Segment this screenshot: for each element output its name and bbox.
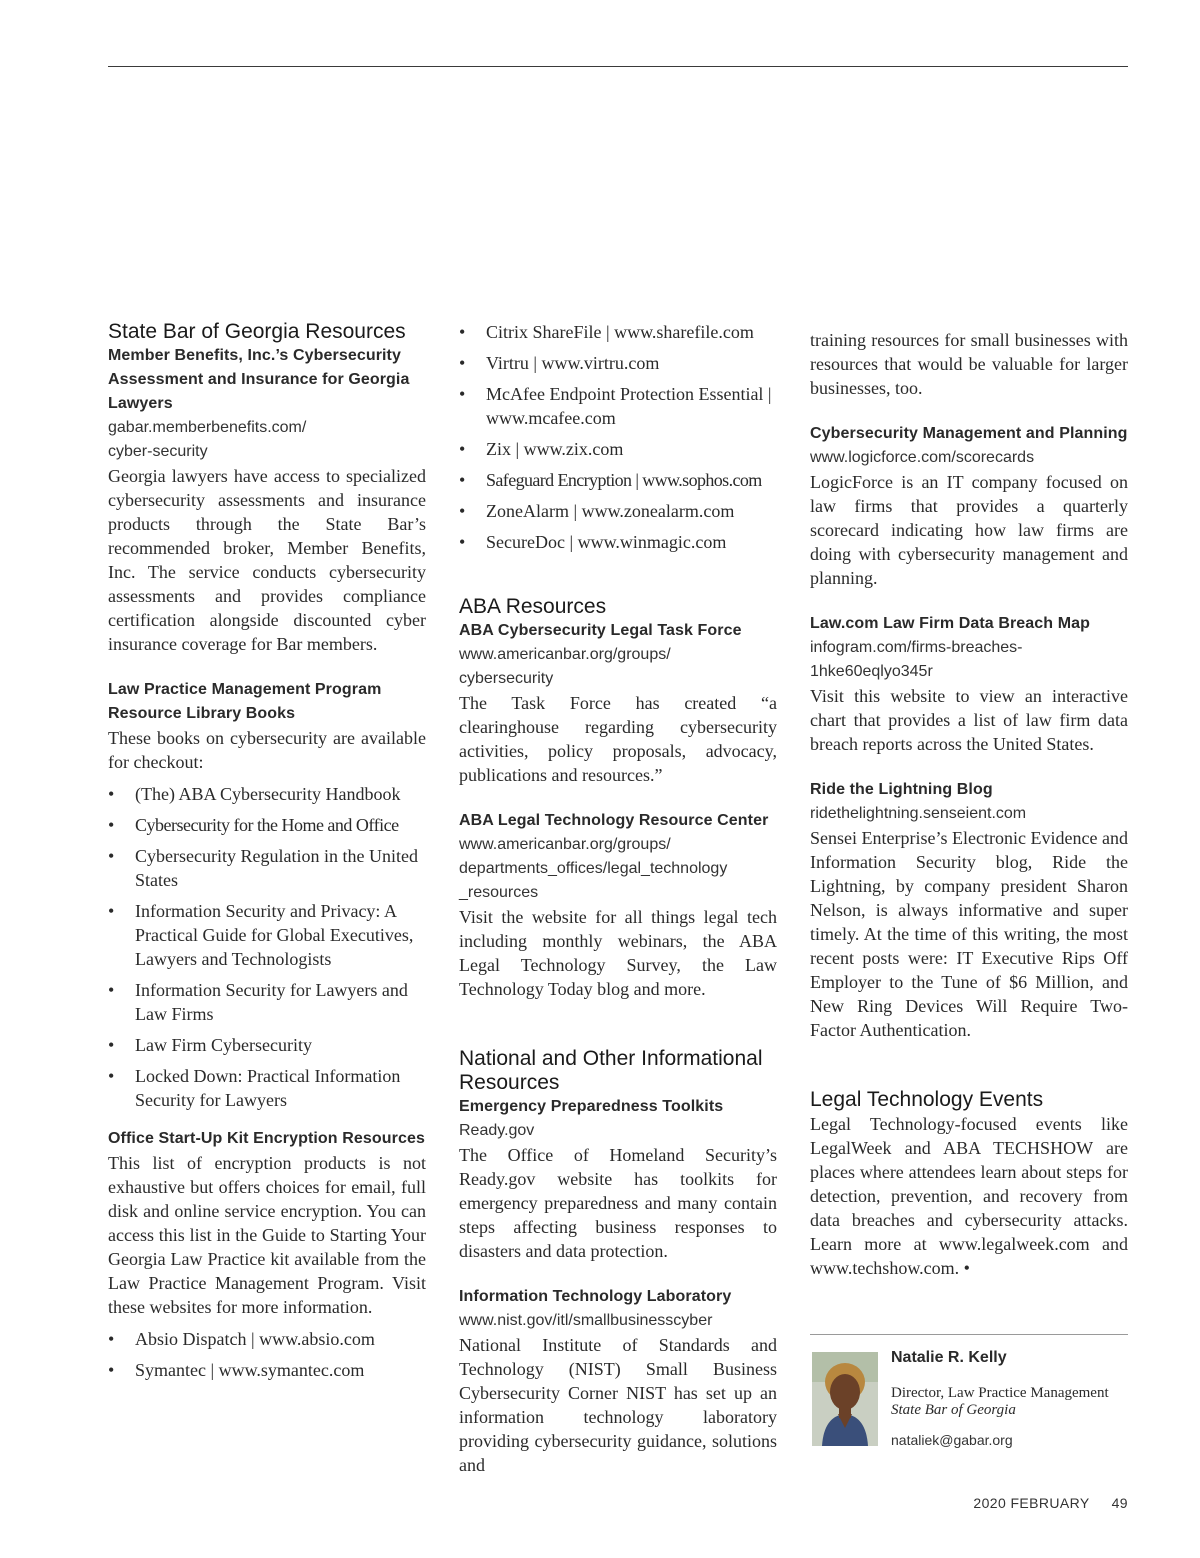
author-photo	[812, 1352, 878, 1446]
emergency-toolkits-url: Ready.gov	[459, 1122, 535, 1139]
encryption-item: • McAfee Endpoint Protection Essential | www.mcafee.com	[459, 382, 777, 430]
aba-ltrc-text: Visit the website for all things legal tech including monthly webinars, the ABA Legal Technology Survey, the Law Technology Today blog and more.	[459, 907, 777, 999]
member-benefits-url-line1: gabar.memberbenefits.com/	[108, 419, 307, 436]
itl-title: Information Technology Laboratory	[459, 1288, 732, 1305]
page-footer	[973, 1495, 1128, 1511]
aba-task-force-title: ABA Cybersecurity Legal Task Force	[459, 622, 742, 639]
member-benefits-text: Georgia lawyers have access to specialized cybersecurity assessments and insurance products through the State Bar’s recommended broker, Member Benefits, Inc. The service conducts cybersecurity assessments and provides compliance certification alongside discounted cyber insurance coverage for Bar members.	[108, 466, 426, 654]
aba-task-force-url-line1: www.americanbar.org/groups/	[459, 646, 671, 663]
encryption-item: • Virtru | www.virtru.com	[459, 351, 777, 375]
book-item: • Locked Down: Practical Information Security for Lawyers	[108, 1064, 426, 1112]
author-rule	[810, 1334, 1128, 1335]
encryption-item: • Symantec | www.symantec.com	[108, 1358, 426, 1382]
aba-ltrc-url-line1: www.americanbar.org/groups/	[459, 836, 671, 853]
book-item: • Law Firm Cybersecurity	[108, 1033, 426, 1057]
aba-task-force-url-line2: cybersecurity	[459, 670, 554, 687]
lpm-books-text: These books on cybersecurity are available for checkout:	[108, 728, 426, 772]
breach-map-url-line1: infogram.com/firms-breaches-	[810, 639, 1023, 656]
encryption-item: • Absio Dispatch | www.absio.com	[108, 1327, 426, 1351]
ride-lightning-text: Sensei Enterprise’s Electronic Evidence and Information Security blog, Ride the Lightning, by company president Sharon Nelson, is always informative and super timely. At the time of this writing, the most recent posts were: IT Executive Rips Off Employer to the Tune of $6 Million, and New Ring Devices Will Require Two-Factor Authentication.	[810, 828, 1128, 1040]
startup-kit-text: This list of encryption products is not exhaustive but offers choices for email, full disk and online service encryption. You can access this list in the Guide to Starting Your Georgia Law Practice kit available from the Law Practice Management Program. Visit these websites for more information.	[108, 1153, 426, 1317]
aba-ltrc-url-line2: departments_offices/legal_technology	[459, 860, 728, 877]
author-title: Director, Law Practice Management	[891, 1385, 1109, 1401]
legal-tech-events-text: Legal Technology-focused events like LegalWeek and ABA TECHSHOW are places where attendees learn about steps for detection, prevention, and recovery from data breaches and cybersecurity attacks. Learn more at www.legalweek.com and www.techshow.com. •	[810, 1114, 1128, 1278]
page-number: 49	[1111, 1495, 1128, 1511]
member-benefits-url-line2: cyber-security	[108, 443, 208, 460]
emergency-toolkits-text: The Office of Homeland Security’s Ready.gov website has toolkits for emergency preparedness and many contain steps affecting business responses to disasters and data protection.	[459, 1145, 777, 1261]
breach-map-title: Law.com Law Firm Data Breach Map	[810, 615, 1091, 632]
aba-task-force-text: The Task Force has created “a clearinghouse regarding cybersecurity activities, policy proposals, advocacy, publications and resources.”	[459, 693, 777, 785]
author-email[interactable]: nataliek@gabar.org	[891, 1432, 1013, 1448]
top-rule	[108, 66, 1128, 67]
book-item: • Cybersecurity for the Home and Office	[108, 813, 426, 837]
ride-lightning-url: ridethelightning.senseient.com	[810, 805, 1027, 822]
encryption-item: • SecureDoc | www.winmagic.com	[459, 530, 777, 554]
cyber-management-text: LogicForce is an IT company focused on law firms that provides a quarterly scorecard indicating how law firms are doing with cybersecurity management and planning.	[810, 472, 1128, 588]
heading-legal-tech-events: Legal Technology Events	[810, 1088, 1044, 1111]
encryption-list-b	[459, 320, 777, 554]
encryption-item: • Zix | www.zix.com	[459, 437, 777, 461]
book-item: • (The) ABA Cybersecurity Handbook	[108, 782, 426, 806]
cyber-management-url: www.logicforce.com/scorecards	[810, 449, 1035, 466]
book-item: • Information Security for Lawyers and Law Firms	[108, 978, 426, 1026]
author-name: Natalie R. Kelly	[891, 1349, 1007, 1366]
emergency-toolkits-title: Emergency Preparedness Toolkits	[459, 1098, 724, 1115]
heading-state-bar-resources: State Bar of Georgia Resources	[108, 320, 406, 343]
member-benefits-title: Member Benefits, Inc.’s Cybersecurity Assessment and Insurance for Georgia Lawyers	[108, 347, 410, 412]
breach-map-text: Visit this website to view an interactive chart that provides a list of law firm data breach reports across the United States.	[810, 686, 1128, 754]
itl-url: www.nist.gov/itl/smallbusinesscyber	[459, 1312, 713, 1329]
column-2	[459, 320, 777, 1477]
heading-national-resources: National and Other Informational Resources	[459, 1047, 763, 1094]
book-list	[108, 782, 426, 1112]
itl-text: National Institute of Standards and Technology (NIST) Small Business Cybersecurity Corner NIST has set up an information technology laboratory providing cybersecurity guidance, solutions and	[459, 1335, 777, 1475]
lpm-books-title: Law Practice Management Program Resource Library Books	[108, 681, 382, 722]
aba-ltrc-title: ABA Legal Technology Resource Center	[459, 812, 769, 829]
breach-map-url-line2: 1hke60eqlyo345r	[810, 663, 933, 680]
encryption-item: • Safeguard Encryption | www.sophos.com	[459, 468, 777, 492]
book-item: • Cybersecurity Regulation in the United States	[108, 844, 426, 892]
cyber-management-title: Cybersecurity Management and Planning	[810, 425, 1128, 442]
author-organization: State Bar of Georgia	[891, 1402, 1016, 1418]
encryption-list-a	[108, 1327, 426, 1382]
book-item: • Information Security and Privacy: A Practical Guide for Global Executives, Lawyers and Technologists	[108, 899, 426, 971]
column-3	[810, 328, 1128, 1280]
column-1	[108, 320, 426, 1389]
ride-lightning-title: Ride the Lightning Blog	[810, 781, 993, 798]
itl-text-continued: training resources for small businesses with resources that would be valuable for larger businesses, too.	[810, 330, 1128, 398]
encryption-item: • ZoneAlarm | www.zonealarm.com	[459, 499, 777, 523]
heading-aba-resources: ABA Resources	[459, 595, 607, 618]
aba-ltrc-url-line3: _resources	[459, 884, 539, 901]
startup-kit-title: Office Start-Up Kit Encryption Resources	[108, 1130, 425, 1147]
issue-date: 2020 FEBRUARY	[973, 1495, 1090, 1511]
encryption-item: • Citrix ShareFile | www.sharefile.com	[459, 320, 777, 344]
